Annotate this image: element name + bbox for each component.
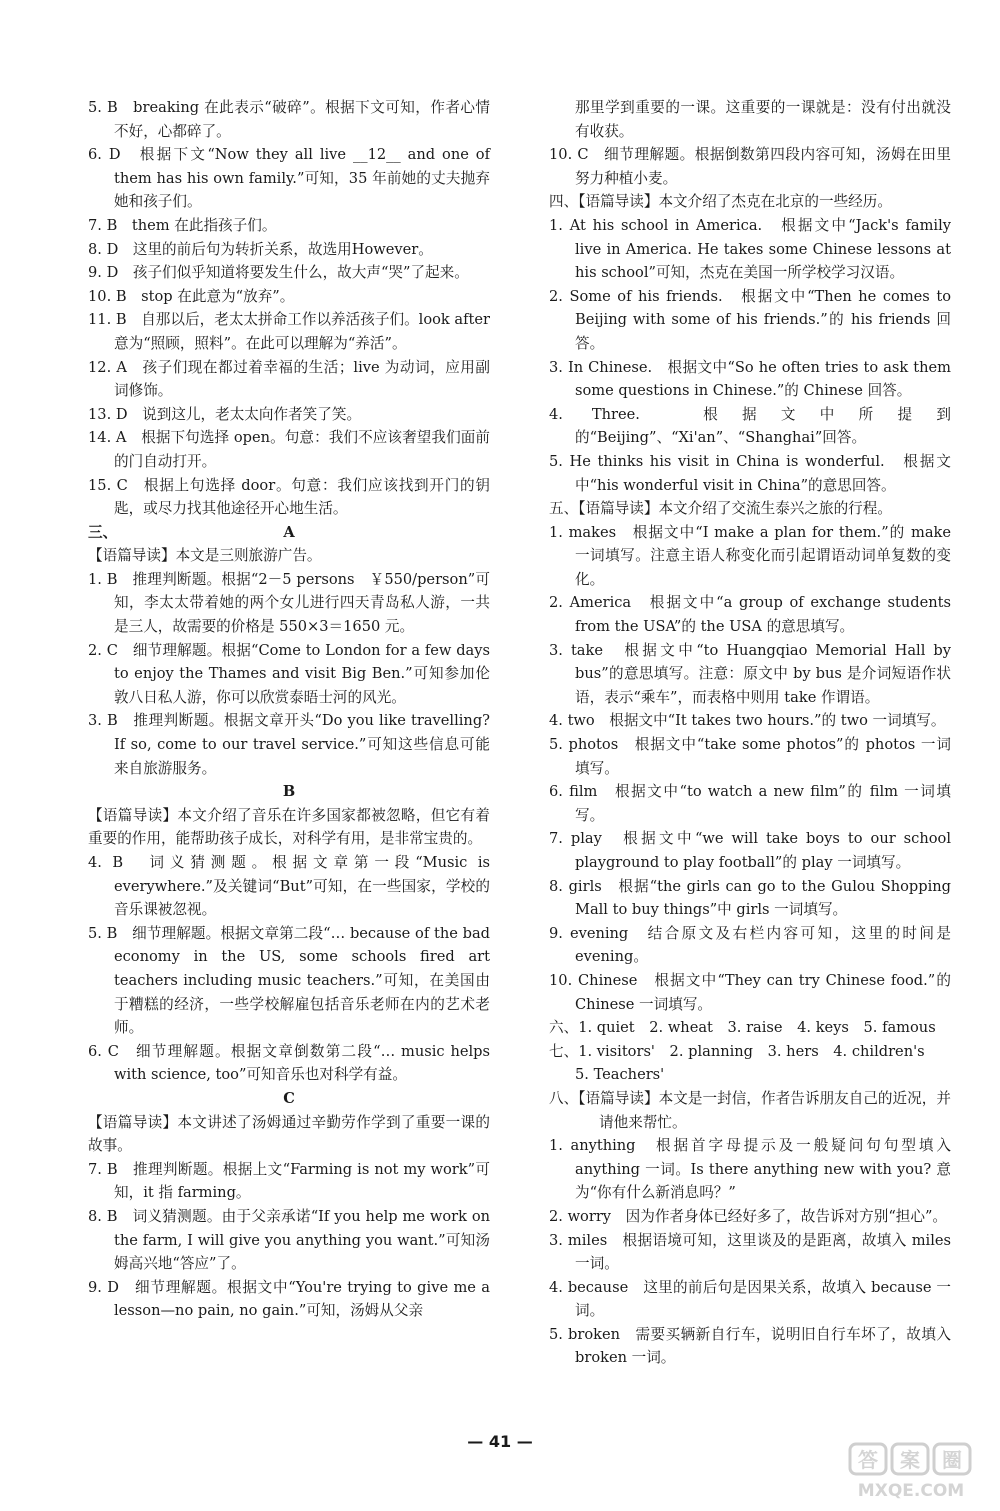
answer-item: 2. Some of his friends. 根据文中“Then he comes to Beijing with some of his friends.”的 his friends 回答。 [549,287,951,352]
answer-item: 3. take 根据文中“to Huangqiao Memorial Hall by bus”的意思填写。注意：原文中 by bus 是介词短语作状语，表示“乘车”，而表格中则用 take 作谓语。 [549,641,951,706]
text-line: 5. Teachers' [575,1066,665,1084]
answer-item: 7. play 根据文中“we will take boys to our school playground to play football”的 play 一词填写。 [549,830,951,871]
answer-item: 1. makes 根据文中“I make a plan for them.”的 make 一词填写。注意主语人称变化而引起谓语动词单复数的变化。 [549,523,951,588]
section-heading [88,521,490,545]
section-line: 八、【语篇导读】本文是一封信，作者告诉朋友自己的近况，并请他来帮忙。 [549,1089,951,1131]
answer-item: 8. girls 根据“the girls can go to the Gulou Shopping Mall to buy things”中 girls 一词填写。 [549,877,951,919]
answer-item: 5. photos 根据文中“take some photos”的 photos 一词填写。 [549,736,951,777]
answer-item: 9. evening 结合原文及右栏内容可知，这里的时间是 evening。 [549,924,951,966]
passage-letter: C [283,1089,295,1107]
answer-item: 3. In Chinese. 根据文中“So he often tries to ask them some questions in Chinese.”的 Chinese 回答。 [549,358,951,400]
answer-item: 2. America 根据文中“a group of exchange students from the USA”的 the USA 的意思填写。 [549,594,951,636]
passage-letter: A [283,523,295,541]
answer-item: 15. C 根据上句选择 door。句意：我们应该找到开门的钥匙，或尽力找其他途径开心地生活。 [88,476,490,518]
answer-item: 8. B 词义猜测题。由于父亲承诺“If you help me work on the farm, I will give you anything you want.”可知汤姆高兴地“答应”了。 [88,1207,490,1273]
answer-item: 5. B breaking 在此表示“破碎”。根据下文可知，作者心情不好，心都碎了。 [88,99,490,140]
answer-item: 4. because 这里的前后句是因果关系，故填入 because 一词。 [549,1278,951,1320]
answer-item: 13. D 说到这儿，老太太向作者笑了笑。 [88,405,362,423]
answer-item: 12. A 孩子们现在都过着幸福的生活；live 为动词，应用副词修饰。 [88,358,490,400]
answer-item: 1. anything 根据首字母提示及一般疑问句句型填入 anything 一词。Is there anything new with you? 意为“你有什么新消息吗？” [549,1137,951,1202]
answer-item: 5. B 细节理解题。根据文章第二段“… because of the bad economy in the US, some schools fired art teachers including music teachers.”可知，在美国由于糟糕的经济，一些学校解雇包括音乐老师在内的艺术老师。 [88,924,490,1037]
page-number: — 41 — [467,1432,533,1451]
answer-item: 6. film 根据文中“to watch a new film”的 film 一词填写。 [549,783,951,824]
answer-item: 4. B 词义猜测题。根据文章第一段“Music is everywhere.”及关键词“But”可知，在一些国家，学校的音乐课被忽视。 [88,854,490,919]
answer-item: 4. Three. 根据文中所提到的“Beijing”、“Xi'an”、“Shanghai”回答。 [549,405,951,447]
text-line: 【语篇导读】本文讲述了汤姆通过辛勤劳作学到了重要一课的故事。 [88,1113,490,1155]
answer-item: 2. C 细节理解题。根据“Come to London for a few days to enjoy the Thames and visit Big Ben.”可知参加伦敦八日私人游，你可以欣赏泰晤士河的风光。 [88,641,490,706]
answer-item: 5. He thinks his visit in China is wonderful. 根据文中“his wonderful visit in China”的意思回答。 [549,452,951,494]
answer-item: 6. C 细节理解题。根据文章倒数第二段“… music helps with science, too”可知音乐也对科学有益。 [88,1042,490,1084]
svg-text:MXQE.COM: MXQE.COM [857,1481,965,1501]
answer-item: 3. miles 根据语境可知，这里谈及的是距离，故填入 miles 一词。 [549,1231,951,1273]
section-line: 六、1. quiet 2. wheat 3. raise 4. keys 5. famous [549,1019,936,1037]
answer-item: 5. broken 需要买辆新自行车，说明旧自行车坏了，故填入 broken 一词。 [549,1325,951,1367]
answer-item: 14. A 根据下句选择 open。句意：我们不应该奢望我们面前的门自动打开。 [88,429,490,470]
answer-item: 4. two 根据文中“It takes two hours.”的 two 一词填写。 [549,712,946,730]
answer-item: 7. B them 在此指孩子们。 [88,216,277,234]
answer-item: 8. D 这里的前后句为转折关系，故选用However。 [88,240,433,258]
continued-text: 那里学到重要的一课。这重要的一课就是：没有付出就没有收获。 [575,99,951,140]
answer-item: 9. D 细节理解题。根据文中“You're trying to give me a lesson—no pain, no gain.”可知，汤姆从父亲 [88,1278,490,1320]
answer-item: 11. B 自那以后，老太太拼命工作以养活孩子们。look after 意为“照顾，照料”。在此可以理解为“养活”。 [88,311,490,352]
left-column [88,96,490,1323]
answer-item: 10. C 细节理解题。根据倒数第四段内容可知，汤姆在田里努力种植小麦。 [549,146,951,187]
section-line: 七、1. visitors' 2. planning 3. hers 4. children's [549,1042,925,1060]
text-line: 【语篇导读】本文介绍了音乐在许多国家都被忽略，但它有着重要的作用，能帮助孩子成长，对科学有用，是非常宝贵的。 [88,806,490,848]
answer-item: 1. B 推理判断题。根据“2－5 persons ￥550/person”可知，李太太带着她的两个女儿进行四天青岛私人游，一共是三人，故需要的价格是 550×3＝1650 元。 [88,570,490,636]
answer-item: 6. D 根据下文“Now they all live __12__ and one of them has his own family.”可知，35 年前她的丈夫抛弃她和孩子们。 [88,146,490,211]
svg-text:答: 答 [858,1448,878,1472]
watermark-logo [846,1440,976,1502]
section-line: 五、【语篇导读】本文介绍了交流生泰兴之旅的行程。 [549,500,892,518]
answer-item: 10. Chinese 根据文中“They can try Chinese food.”的 Chinese 一词填写。 [549,971,951,1013]
answer-item: 10. B stop 在此意为“放弃”。 [88,287,295,305]
answer-item: 9. D 孩子们似乎知道将要发生什么，故大声“哭”了起来。 [88,264,469,282]
svg-text:案: 案 [900,1448,920,1472]
answer-item: 3. B 推理判断题。根据文章开头“Do you like travelling? If so, come to our travel service.”可知这些信息可能来自旅游服务。 [88,712,490,777]
passage-letter: B [282,783,296,801]
answer-item: 2. worry 因为作者身体已经好多了，故告诉对方别“担心”。 [549,1207,948,1225]
svg-text:圈: 圈 [942,1448,962,1472]
answer-item: 7. B 推理判断题。根据上文“Farming is not my work”可知，it 指 farming。 [88,1160,490,1202]
section-number: 三、 [88,523,118,541]
answer-item: 1. At his school in America. 根据文中“Jack's family live in America. He takes some Chinese lessons at his school”可知，杰克在美国一所学校学习汉语。 [549,216,951,282]
text-line: 【语篇导读】本文是三则旅游广告。 [88,547,322,565]
section-line: 四、【语篇导读】本文介绍了杰克在北京的一些经历。 [549,193,892,211]
right-column [549,96,951,1370]
